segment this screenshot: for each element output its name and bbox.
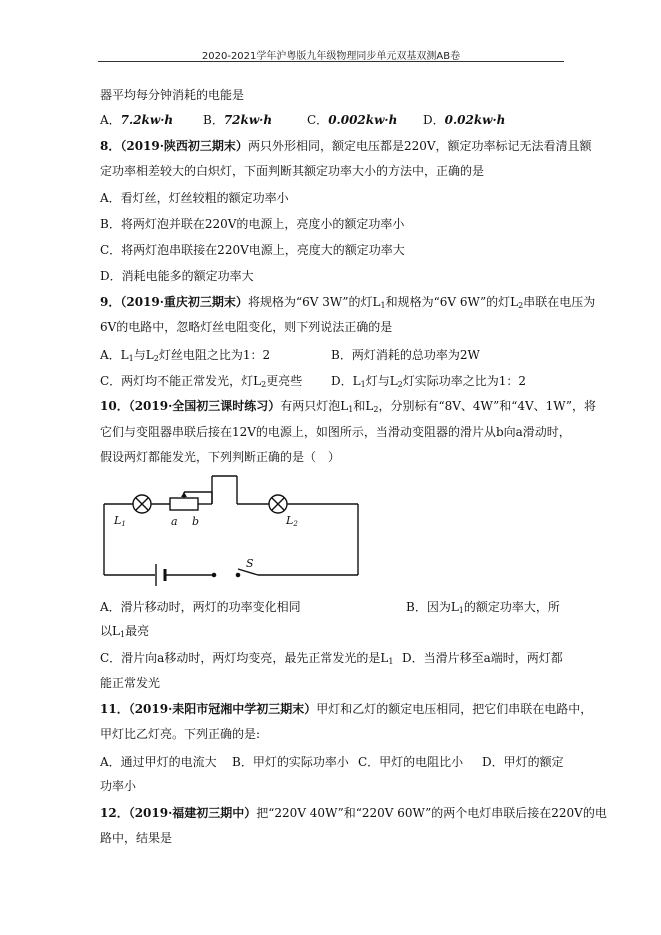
label-b: b — [192, 515, 200, 528]
q7-option-c: C．0.002kw·h — [307, 113, 398, 127]
page-header: 2020-2021学年沪粤版九年级物理同步单元双基双测AB卷 — [201, 51, 461, 62]
q11-option-c: C．甲灯的电阻比小 — [358, 755, 464, 769]
q7-text: 器平均每分钟消耗的电能是 — [100, 88, 245, 102]
q11-option-d-cont: 功率小 — [100, 779, 137, 793]
q8-option-b: B．将两灯泡并联在220V的电源上，亮度小的额定功率小 — [100, 217, 405, 231]
q10-option-b: B．因为$L_1$的额定功率大，所 — [406, 600, 560, 615]
q11-option-a: A．通过甲灯的电流大 — [100, 755, 217, 769]
q10-option-d-cont: 能正常发光 — [100, 676, 161, 690]
q7-option-a: A．7.2kw·h — [100, 113, 174, 127]
q7-option-b: B．72kw·h — [203, 113, 273, 127]
label-l2: L2 — [286, 514, 298, 528]
q9-option-c: C．两灯均不能正常发光，灯$L_2$更亮些 — [100, 374, 303, 389]
q8-option-c: C．将两灯泡串联接在220V电源上，亮度大的额定功率大 — [100, 243, 405, 257]
label-l1: L1 — [114, 514, 126, 528]
q8-line2: 定功率相差较大的白炽灯，下面判断其额定功率大小的方法中，正确的是 — [100, 164, 485, 178]
label-a: a — [171, 515, 178, 528]
q7-option-d: D．0.02kw·h — [423, 113, 506, 127]
q10-line3: 假设两灯都能发光，下列判断正确的是（ ） — [100, 450, 341, 464]
q10-line2: 它们与变阻器串联后接在12V的电源上，如图所示，当滑动变阻器的滑片从b向a滑动时， — [100, 425, 571, 439]
q8-option-d: D．消耗电能多的额定功率大 — [100, 269, 254, 283]
q9-line1: 9．（2019·重庆初三期末）将规格为“6V 3W”的灯$L_1$和规格为“6V 6W”的灯$L_2$串联在电压为 — [100, 295, 596, 310]
q8-line1: 8．（2019·陕西初三期末）两只外形相同，额定电压都是220V，额定功率标记无法看清且额 — [100, 139, 592, 153]
rheostat-icon — [170, 498, 198, 510]
q10-option-b-cont: 以$L_1$最亮 — [100, 624, 150, 639]
q10-line1: 10．（2019·全国初三课时练习）有两只灯泡$L_1$和$L_2$，分别标有“8V、4W”和“4V、1W”，将 — [100, 399, 596, 414]
q12-line2: 路中，结果是 — [100, 831, 173, 845]
q10-option-d: D．当滑片移至a端时，两灯都 — [402, 651, 563, 665]
circuit-diagram — [100, 474, 362, 590]
q9-option-d: D．$L_1$灯与$L_2$灯实际功率之比为1：2 — [331, 374, 527, 389]
q10-option-a: A．滑片移动时，两灯的功率变化相同 — [100, 600, 301, 614]
q11-option-b: B．甲灯的实际功率小 — [232, 755, 349, 769]
q9-option-a: A．$L_1$与$L_2$灯丝电阻之比为1：2 — [100, 348, 271, 363]
q8-option-a: A．看灯丝，灯丝较粗的额定功率小 — [100, 191, 289, 205]
q12-line1: 12．（2019·福建初三期中）把“220V 40W”和“220V 60W”的两个电灯串联后接在220V的电 — [100, 806, 607, 820]
q9-option-b: B．两灯消耗的总功率为2W — [331, 348, 480, 362]
q11-option-d: D．甲灯的额定 — [482, 755, 564, 769]
q10-option-c: C．滑片向a移动时，两灯均变亮，最先正常发光的是$L_1$ — [100, 651, 394, 666]
label-s: S — [246, 557, 254, 570]
q11-line1: 11．（2019·耒阳市冠湘中学初三期末）甲灯和乙灯的额定电压相同，把它们串联在电路中， — [100, 702, 593, 716]
q9-line2: 6V的电路中，忽略灯丝电阻变化，则下列说法正确的是 — [100, 320, 393, 334]
q11-line2: 甲灯比乙灯亮。下列正确的是: — [100, 727, 261, 741]
header-divider — [98, 61, 564, 62]
